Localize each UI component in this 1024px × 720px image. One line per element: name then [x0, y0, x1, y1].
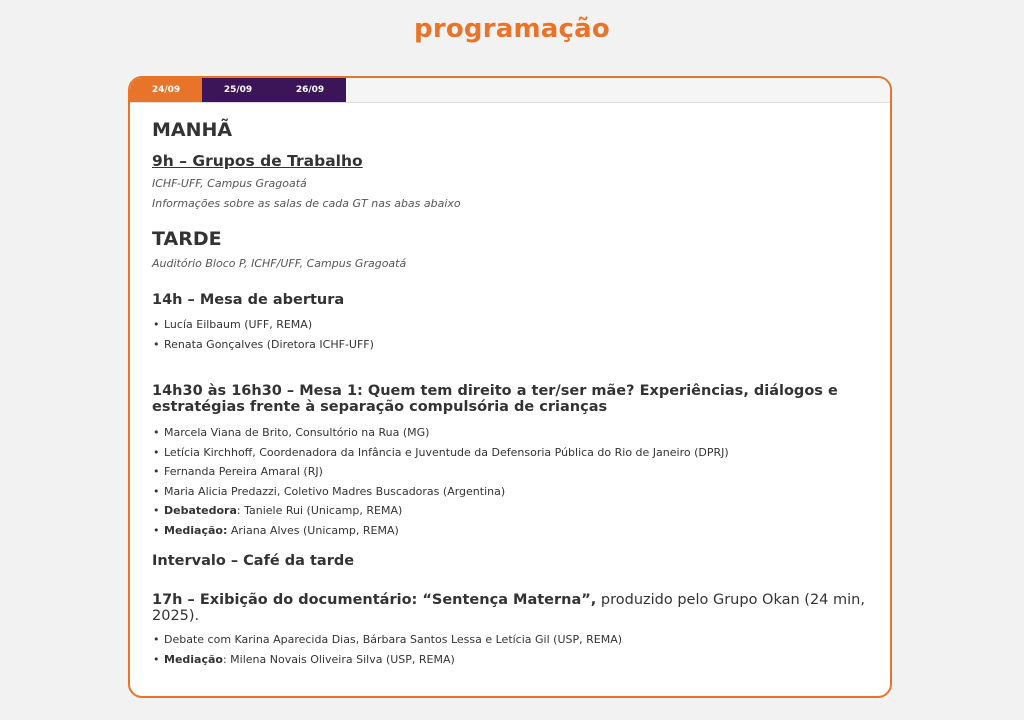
screening-title-normal: produzido pelo Grupo Okan (24 min, [596, 592, 865, 608]
list-item: • Maria Alicia Predazzi, Coletivo Madres Buscadoras (Argentina) [164, 482, 729, 502]
tab-24-09[interactable]: 24/09 [130, 78, 202, 102]
gt-note: Informações sobre as salas de cada GT nas abas abaixo [152, 197, 461, 210]
mediation-label: Mediação [164, 652, 223, 666]
list-item: • Fernanda Pereira Amaral (RJ) [164, 462, 729, 482]
screening-title-line1 [152, 592, 865, 608]
mesa1-title-line2: estratégias frente à separação compulsória de crianças [152, 399, 608, 415]
debater-label: Debatedora [164, 504, 237, 517]
schedule-card [128, 76, 892, 698]
gt-location: ICHF-UFF, Campus Gragoatá [152, 177, 307, 190]
gt-session-title[interactable]: 9h – Grupos de Trabalho [152, 152, 363, 170]
list-item: • Renata Gonçalves (Diretora ICHF-UFF) [164, 335, 374, 355]
morning-heading: MANHÃ [152, 119, 233, 141]
opening-title: 14h – Mesa de abertura [152, 292, 345, 308]
mediation-label: Mediação: [164, 523, 228, 537]
tab-25-09[interactable]: 25/09 [202, 78, 274, 102]
screening-title-bold: 17h – Exibição do documentário: “Sentença Materna”, [152, 592, 597, 608]
list-item: • Letícia Kirchhoff, Coordenadora da Infância e Juventude da Defensoria Pública do Rio de Janeiro (DPRJ) [164, 443, 729, 463]
tab-26-09[interactable]: 26/09 [274, 78, 346, 102]
debater-item [164, 501, 729, 521]
list-item: • Marcela Viana de Brito, Consultório na Rua (MG) [164, 423, 729, 443]
mesa1-list [152, 423, 729, 540]
mediation-value: Ariana Alves (Unicamp, REMA) [227, 523, 399, 537]
page-title: programação [414, 14, 610, 44]
mediation-item [164, 521, 729, 541]
date-tabs [130, 78, 890, 103]
list-item: • Debate com Karina Aparecida Dias, Bárbara Santos Lessa e Letícia Gil (USP, REMA) [164, 630, 622, 650]
debater-value: : Taniele Rui (Unicamp, REMA) [236, 504, 403, 517]
mediation-value: : Milena Novais Oliveira Silva (USP, REMA) [222, 652, 455, 666]
screening-title-line2: 2025). [152, 608, 200, 624]
list-item: • Lucía Eilbaum (UFF, REMA) [164, 315, 374, 335]
break-title: Intervalo – Café da tarde [152, 553, 355, 569]
mesa1-title-line1: 14h30 às 16h30 – Mesa 1: Quem tem direito a ter/ser mãe? Experiências, diálogos e [152, 383, 838, 399]
afternoon-heading: TARDE [152, 228, 222, 250]
mediation-item [164, 650, 622, 670]
afternoon-location: Auditório Bloco P, ICHF/UFF, Campus Gragoatá [152, 257, 407, 270]
screening-list [152, 630, 622, 669]
opening-list [152, 315, 374, 354]
